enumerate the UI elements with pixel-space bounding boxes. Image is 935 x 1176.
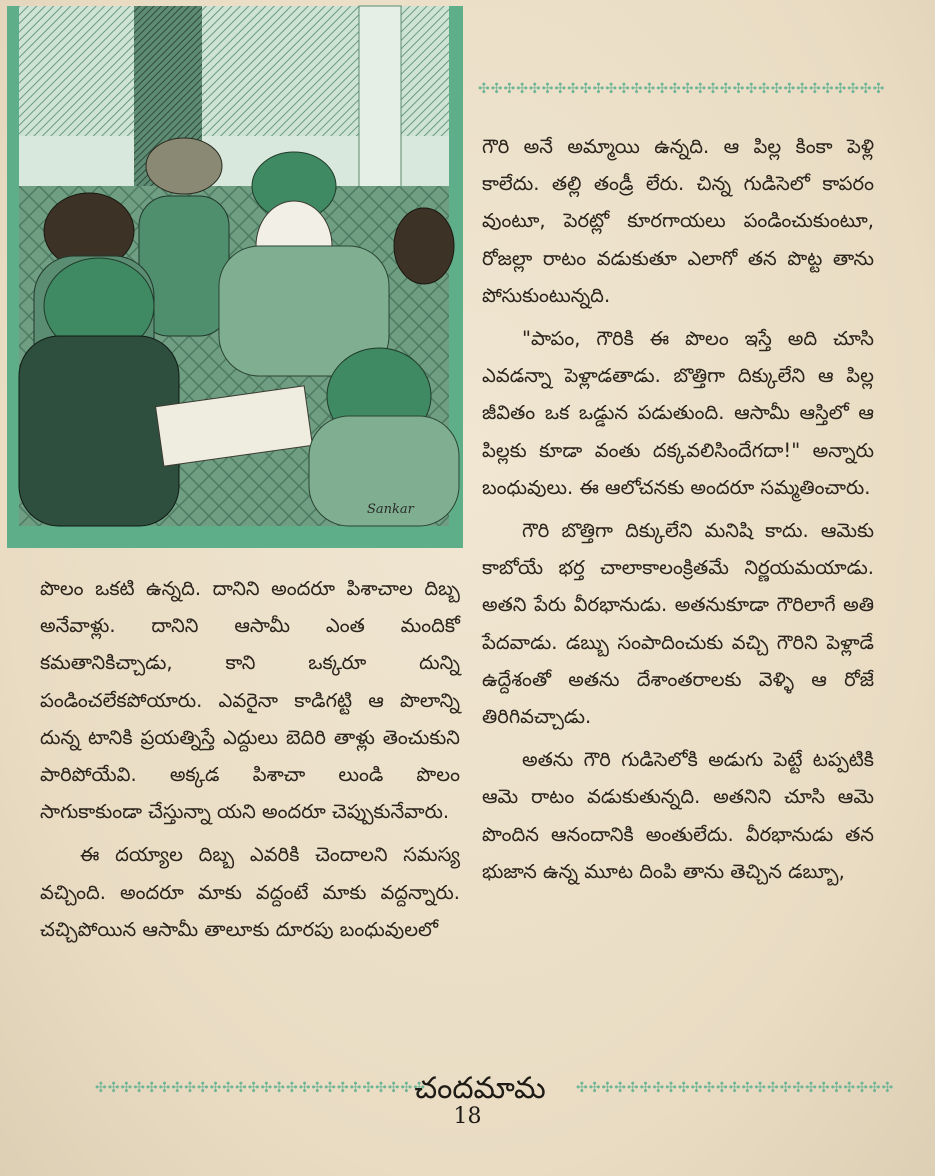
right-paragraph-1: గౌరి అనే అమ్మాయి ఉన్నది. ఆ పిల్ల కింకా పెళ్లి కాలేదు. తల్లి తండ్రీ లేరు. చిన్న గుడిసెలో కాపరం వుంటూ, పెరట్లో కూరగాయలు పండించుకుంటూ, రోజల్లా రాటం వడుకుతూ ఎలాగో తన పొట్ట తాను పోసుకుంటున్నది.	[482, 135, 874, 307]
left-paragraph-2: ఈ దయ్యాల దిబ్బ ఎవరికి చెందాలని సమస్య వచ్చింది. అందరూ మాకు వద్దంటే మాకు వద్దన్నారు. చచ్చిపోయిన ఆసామీ తాలూకు దూరపు బంధువులలో	[40, 843, 460, 941]
left-paragraph-1: పొలం ఒకటి ఉన్నది. దానిని అందరూ పిశాచాల దిబ్బ అనేవాళ్లు. దానిని ఆసామీ ఎంత మందికో కమతానికిచ్చాడు, కాని ఒక్కరూ దున్ని పండించలేకపోయారు. ఎవరైనా కాడిగట్టి ఆ పొలాన్ని దున్న టానికి ప్రయత్నిస్తే ఎద్దులు బెదిరి తాళ్లు తెంచుకుని పారిపోయేవి. అక్కడ పిశాచా లుండి పొలం సాగుకాకుండా చేస్తున్నా యని అందరూ చెప్పుకునేవారు.	[40, 577, 460, 824]
page-number: 18	[453, 1104, 482, 1129]
right-paragraph-4: అతను గౌరి గుడిసెలోకి అడుగు పెట్టే టప్పటికి ఆమె రాటం వడుకుతున్నది. అతనిని చూసి ఆమె పొందిన ఆనందానికి అంతులేదు. వీరభానుడు తన భుజాన ఉన్న మూట దింపి తాను తెచ్చిన డబ్బూ,	[482, 748, 874, 883]
bottom-ornament-left: ✣✣✣✣✣✣✣✣✣✣✣✣✣✣✣✣✣✣✣✣✣✣✣✣✣✣	[95, 1080, 426, 1096]
illustration-drawing	[19, 6, 449, 526]
right-column	[482, 128, 874, 890]
top-ornament: ✣✣✣✣✣✣✣✣✣✣✣✣✣✣✣✣✣✣✣✣✣✣✣✣✣✣✣✣✣✣✣✣	[478, 81, 886, 97]
right-paragraph-3: గౌరి బొత్తిగా దిక్కులేని మనిషి కాదు. ఆమెకు కాబోయే భర్త చాలాకాలంక్రితమే నిర్ణయమయాడు. అతని పేరు వీరభానుడు. అతనుకూడా గౌరిలాగే అతి పేదవాడు. డబ్బు సంపాదించుకు వచ్చి గౌరిని పెళ్లాడే ఉద్దేశంతో అతను దేశాంతరాలకు వెళ్ళి ఆ రోజే తిరిగివచ్చాడు.	[482, 519, 874, 729]
left-column	[40, 570, 460, 948]
right-paragraph-2: "పాపం, గౌరికి ఈ పొలం ఇస్తే అది చూసి ఎవడన్నా పెళ్లాడతాడు. బొత్తిగా దిక్కులేని ఆ పిల్ల జీవితం ఒక ఒడ్డున పడుతుంది. ఆసామీ ఆస్తిలో ఆ పిల్లకు కూడా వంతు దక్కవలిసిందేగదా!" అన్నారు బంధువులు. ఈ ఆలోచనకు అందరూ సమ్మతించారు.	[482, 327, 874, 499]
bottom-ornament-right: ✣✣✣✣✣✣✣✣✣✣✣✣✣✣✣✣✣✣✣✣✣✣✣✣✣	[576, 1080, 895, 1096]
story-illustration	[7, 6, 463, 548]
magazine-title: చందమామ	[414, 1071, 546, 1106]
artist-signature: Sankar	[367, 502, 414, 517]
